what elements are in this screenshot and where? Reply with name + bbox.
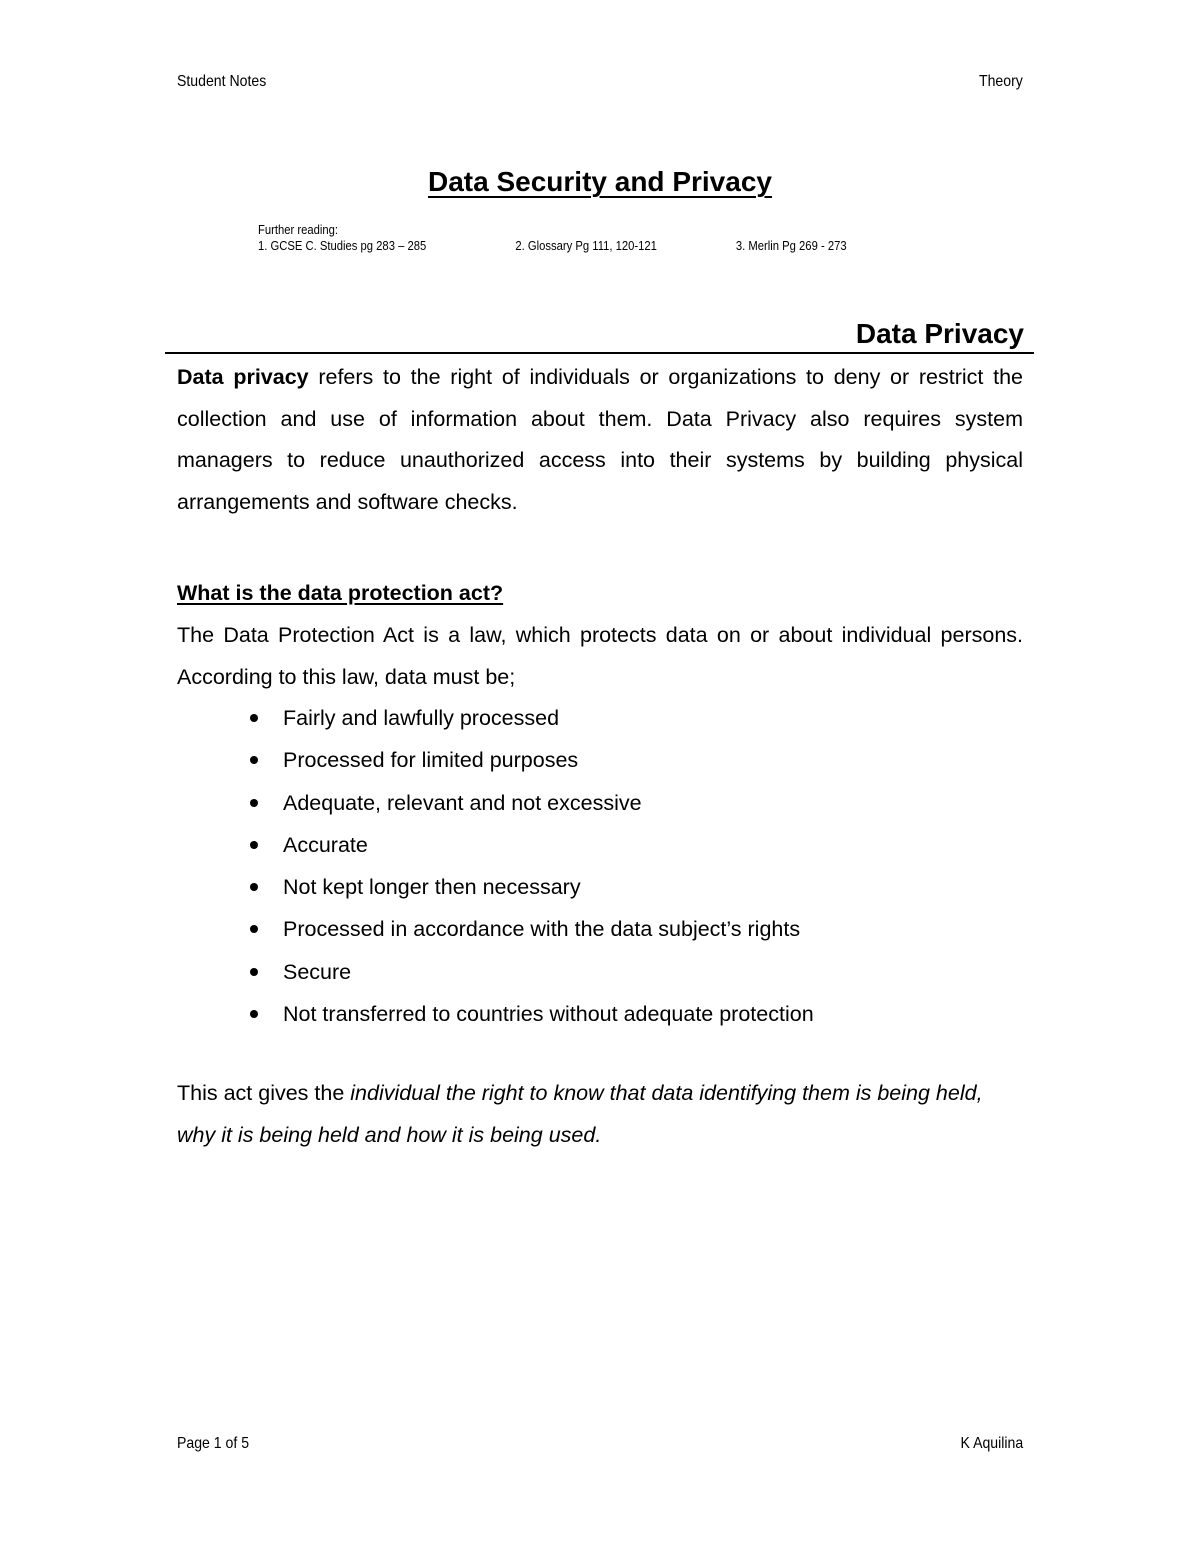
bullet-icon: [250, 799, 258, 807]
reading-item: 1. GCSE C. Studies pg 283 – 285: [258, 239, 427, 253]
page-number: Page 1 of 5: [177, 1435, 250, 1452]
dpa-subheading: What is the data protection act?: [177, 581, 504, 605]
section-heading-rule: [165, 318, 1034, 354]
header-right-text: Theory: [979, 73, 1023, 90]
header-left-text: Student Notes: [177, 73, 267, 90]
list-item-text: Not transferred to countries without adequate protection: [283, 1002, 814, 1027]
list-item: [0, 782, 1200, 824]
bullet-icon: [250, 756, 258, 764]
dpa-paragraph: The Data Protection Act is a law, which protects data on or about individual persons. According to this law, data must be;: [177, 623, 1023, 689]
list-item-text: Processed in accordance with the data subject’s rights: [283, 917, 801, 942]
defined-term: Data privacy: [177, 365, 309, 389]
list-item: [0, 951, 1200, 993]
closing-emphasis: individual the right to know that data identifying them is being held, why it is being held and how it is being used.: [177, 1081, 983, 1147]
further-reading-label: Further reading:: [258, 223, 339, 237]
reading-item: 3. Merlin Pg 269 - 273: [735, 239, 847, 253]
closing-lead: This act gives the: [177, 1081, 351, 1105]
document-title: Data Security and Privacy: [428, 166, 772, 197]
list-item: [0, 993, 1200, 1035]
bullet-icon: [250, 883, 258, 891]
principles-list: [0, 697, 1200, 1035]
section-heading: Data Privacy: [855, 318, 1024, 349]
list-item: [0, 739, 1200, 781]
bullet-icon: [250, 925, 258, 933]
bullet-icon: [250, 968, 258, 976]
bullet-icon: [250, 1010, 258, 1018]
definition-text: refers to the right of individuals or organizations to deny or restrict the collection and use of information about them. Data Privacy also requires system managers to reduce unauthorized access into their systems by building physical arrangements and software checks.: [177, 365, 1023, 514]
list-item: [0, 697, 1200, 739]
reading-item: 2. Glossary Pg 111, 120-121: [515, 239, 657, 253]
author-name: K Aquilina: [960, 1435, 1023, 1452]
further-reading: [258, 222, 847, 254]
data-privacy-paragraph: [177, 357, 1023, 523]
list-item: [0, 824, 1200, 866]
list-item-text: Accurate: [283, 832, 368, 857]
list-item-text: Processed for limited purposes: [283, 748, 579, 773]
list-item-text: Adequate, relevant and not excessive: [283, 790, 642, 815]
list-item-text: Secure: [283, 959, 352, 984]
list-item-text: Fairly and lawfully processed: [283, 706, 560, 730]
list-item: [0, 908, 1200, 950]
bullet-icon: [250, 841, 258, 849]
list-item-text: Not kept longer then necessary: [283, 875, 581, 900]
further-reading-list: [258, 238, 847, 254]
closing-paragraph: [177, 1073, 1023, 1156]
bullet-icon: [250, 714, 258, 722]
list-item: [0, 866, 1200, 908]
